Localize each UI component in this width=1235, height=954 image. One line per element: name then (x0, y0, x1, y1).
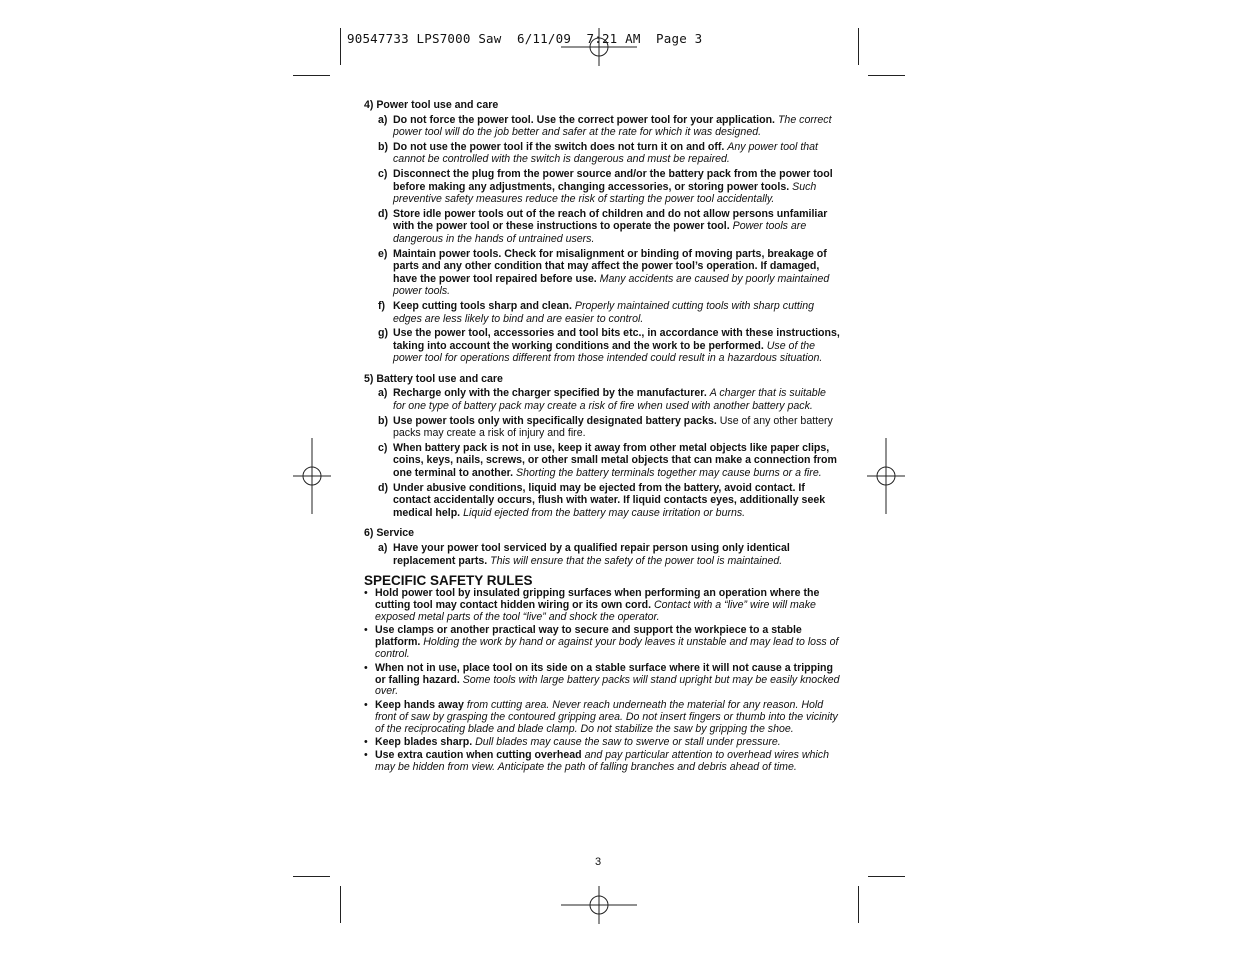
bullet-icon: • (364, 698, 368, 711)
safety-rule: • When not in use, place tool on its side on a stable surface where it will not cause a tripping or falling hazard. Some tools with large battery packs will stand upright but may be easily knocked over. (364, 661, 840, 698)
instruction-item: b) Do not use the power tool if the switch does not turn it on and off. Any power tool that cannot be controlled with the switch is dangerous and must be repaired. (378, 140, 818, 166)
safety-rule: • Use extra caution when cutting overhead and pay particular attention to overhead wires which may be hidden from view. Anticipate the path of falling branches and debris ahead of time. (364, 749, 829, 774)
safety-rule: • Keep blades sharp. Dull blades may cause the saw to swerve or stall under pressure. (364, 736, 781, 749)
instruction-item: d) Under abusive conditions, liquid may be ejected from the battery, avoid contact. If contact accidentally occurs, flush with water. If liquid contacts eyes, additionally seek medical help. Liquid ejected from the battery may cause irritation or burns. (378, 481, 826, 519)
printer-slug: 90547733 LPS7000 Saw 6/11/09 7:21 AM Page 3 (347, 31, 703, 46)
instruction-item: c) When battery pack is not in use, keep it away from other metal objects like paper clips, coins, keys, nails, screws, or other small metal objects that can make a connection from one terminal to another. Shorting the battery terminals together may cause burns or a fire. (378, 441, 837, 480)
crop-mark-bottom-left-horizontal (293, 876, 330, 877)
bullet-icon: • (364, 587, 368, 600)
safety-rule: • Keep hands away from cutting area. Never reach underneath the material for any reason. Hold front of saw by grasping the contoured gripping area. Do not insert fingers or thumb into the vicinity of the reciprocating blade and blade clamp. Do not stabilize the saw by gripping the shoe. (364, 698, 838, 735)
registration-mark-right (867, 438, 905, 514)
instruction-item: c) Disconnect the plug from the power source and/or the battery pack from the power tool before making any adjustments, changing accessories, or storing power tools. Such preventive safety measures reduce the risk of starting the power tool accidentally. (378, 167, 833, 206)
page-number: 3 (595, 856, 602, 868)
instruction-item: a) Have your power tool serviced by a qualified repair person using only identical replacement parts. This will ensure that the safety of the power tool is maintained. (378, 542, 790, 567)
instruction-item: g) Use the power tool, accessories and tool bits etc., in accordance with these instructions, taking into account the working conditions and the work to be performed. Use of the power tool for operations different from those intended could result in a hazardous situation. (378, 327, 840, 365)
crop-mark-bottom-right-horizontal (868, 876, 905, 877)
safety-instructions (364, 99, 840, 776)
safety-rule: • Use clamps or another practical way to secure and support the workpiece to a stable platform. Holding the work by hand or against your body leaves it unstable and may lead to loss of control. (364, 624, 839, 661)
crop-mark-top-left-horizontal (293, 75, 330, 76)
crop-mark-bottom-left-vertical (340, 886, 341, 923)
instruction-item: f) Keep cutting tools sharp and clean. Properly maintained cutting tools with sharp cutting edges are less likely to bind and are easier to control. (378, 299, 814, 325)
registration-mark-left (293, 438, 331, 514)
section-heading: 5) Battery tool use and care (364, 372, 503, 385)
registration-mark-top (561, 28, 637, 66)
bullet-icon: • (364, 661, 368, 674)
instruction-item: d) Store idle power tools out of the reach of children and do not allow persons unfamiliar with the power tool or these instructions to operate the power tool. Power tools are dangerous in the hands of untrained users. (378, 207, 828, 245)
specific-safety-rules-title: SPECIFIC SAFETY RULES (364, 573, 533, 589)
registration-mark-bottom (561, 886, 637, 924)
crop-mark-top-right-vertical (858, 28, 859, 65)
section-heading: 4) Power tool use and care (364, 99, 499, 111)
instruction-item: a) Do not force the power tool. Use the correct power tool for your application. The correct power tool will do the job better and safer at the rate for which it was designed. (378, 113, 832, 139)
safety-rule: • Hold power tool by insulated gripping surfaces when performing an operation where the cutting tool may contact hidden wiring or its own cord. Contact with a “live” wire will make exposed metal parts of the tool “live” and shock the operator. (364, 587, 820, 623)
bullet-icon: • (364, 736, 368, 749)
bullet-icon: • (364, 749, 368, 762)
bullet-icon: • (364, 624, 368, 637)
crop-mark-bottom-right-vertical (858, 886, 859, 923)
instruction-item: e) Maintain power tools. Check for misalignment or binding of moving parts, breakage of parts and any other condition that may affect the power tool’s operation. If damaged, have the power tool repaired before use. Many accidents are caused by poorly maintained power tools. (378, 247, 830, 298)
crop-mark-top-left-vertical (340, 28, 341, 65)
crop-mark-top-right-horizontal (868, 75, 905, 76)
instruction-item: b) Use power tools only with specifically designated battery packs. Use of any other battery packs may create a risk of injury and fire. (378, 414, 833, 440)
section-heading: 6) Service (364, 527, 415, 540)
instruction-item: a) Recharge only with the charger specified by the manufacturer. A charger that is suitable for one type of battery pack may create a risk of fire when used with another battery pack. (378, 387, 826, 413)
